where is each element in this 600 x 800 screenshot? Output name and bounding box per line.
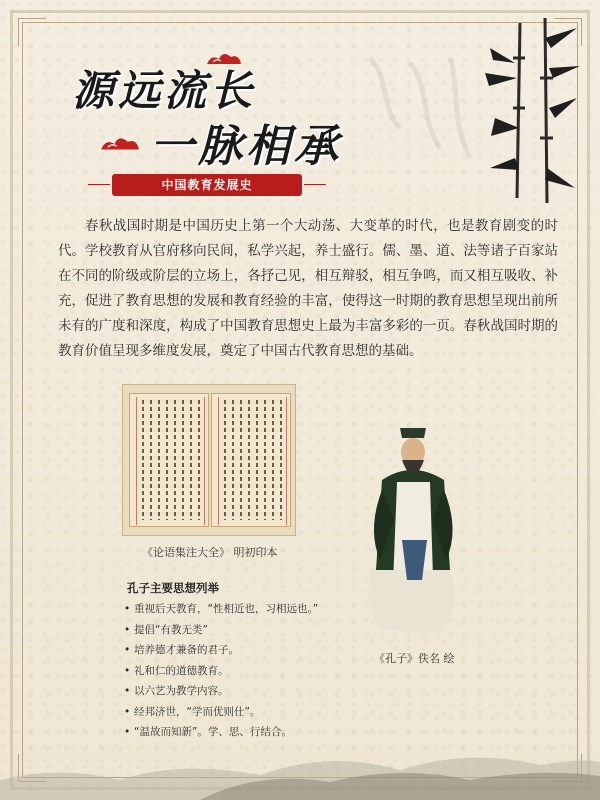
subtitle-line-left bbox=[88, 184, 110, 185]
book-left-page bbox=[129, 393, 209, 527]
list-item-text: 经邦济世，“学而优则仕”。 bbox=[134, 705, 261, 718]
list-item-text: 培养德才兼备的君子。 bbox=[134, 644, 239, 656]
background-calligraphy bbox=[350, 48, 480, 178]
book-caption: 《论语集注大全》 明初印本 bbox=[142, 546, 278, 559]
list-item-text: 提倡“有教无类” bbox=[134, 623, 208, 636]
thoughts-title: 孔子主要思想列举 bbox=[127, 581, 219, 595]
list-item-text: 重视后天教育，“性相近也，习相远也。” bbox=[134, 603, 319, 615]
list-item: • 提倡“有教无类” bbox=[124, 623, 208, 636]
list-item: • 以六艺为教学内容。 bbox=[124, 685, 229, 697]
book-image bbox=[122, 384, 296, 536]
subtitle-banner: 中国教育发展史 bbox=[112, 174, 302, 196]
auspicious-cloud-icon bbox=[96, 134, 144, 154]
list-item-text: 礼和仁的道德教育。 bbox=[134, 664, 229, 677]
title-line-2: 一脉相承 bbox=[150, 121, 342, 172]
subtitle-line-right bbox=[304, 184, 326, 185]
list-item-text: “温故而知新”。学、思、行结合。 bbox=[134, 726, 292, 738]
intro-paragraph: 春秋战国时期是中国历史上第一个大动荡、大变革的时代，也是教育剧变的时代。学校教育从官府移向民间，私学兴起，养士盛行。儒、墨、道、法等诸子百家站在不同的阶级或阶层的立场上，各抒己见，相互辩驳，相互争鸣，而又相互吸收、补充，促进了教育思想的发展和教育经验的丰富，使得这一时期的教育思想呈现出前所未有的广度和深度，构成了中国教育思想史上最为丰富多彩的一页。春秋战国时期的教育价值呈现多维度发展，奠定了中国古代教育思想的基础。 bbox=[58, 218, 558, 359]
list-item-text: 以六艺为教学内容。 bbox=[134, 685, 229, 697]
list-item: • 经邦济世，“学而优则仕”。 bbox=[124, 705, 261, 718]
title-line-1: 源远流长 bbox=[72, 66, 257, 115]
corner-ornament bbox=[18, 18, 46, 46]
list-item: • 重视后天教育，“性相近也，习相远也。” bbox=[124, 603, 319, 615]
confucius-portrait bbox=[352, 420, 472, 640]
bamboo-decoration-icon bbox=[485, 18, 580, 208]
list-item: • “温故而知新”。学、思、行结合。 bbox=[124, 726, 292, 738]
list-item: • 礼和仁的道德教育。 bbox=[124, 664, 229, 677]
ink-mountain-decoration bbox=[0, 710, 600, 800]
book-right-page bbox=[211, 393, 291, 527]
confucius-caption: 《孔子》佚名 绘 bbox=[374, 652, 455, 665]
list-item: • 培养德才兼备的君子。 bbox=[124, 644, 239, 656]
